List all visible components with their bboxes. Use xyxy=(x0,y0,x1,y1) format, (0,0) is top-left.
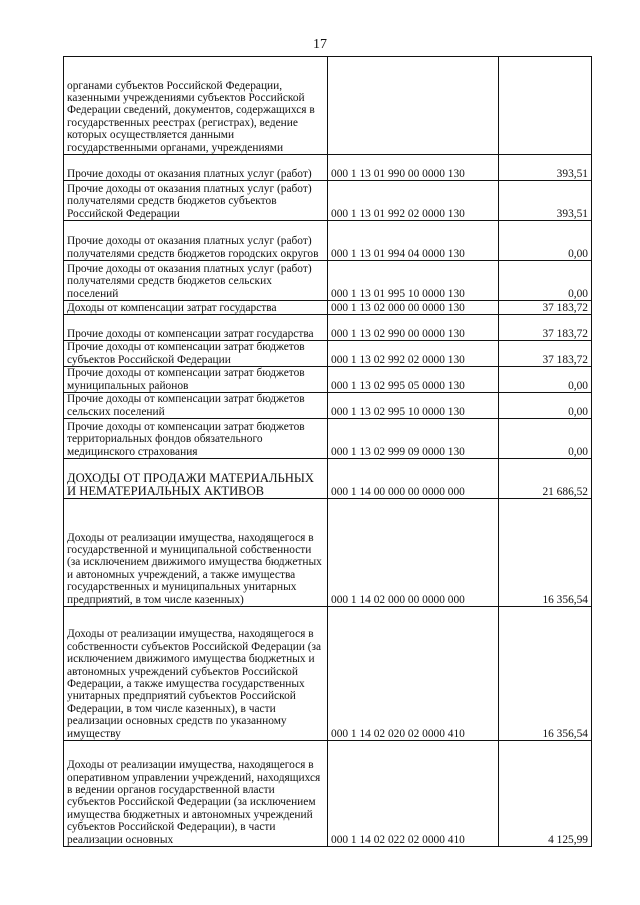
revenue-name: Прочие доходы от оказания платных услуг (работ) xyxy=(64,155,328,181)
revenue-name: Прочие доходы от компенсации затрат бюджетов сельских поселений xyxy=(64,393,328,419)
table-row xyxy=(64,741,592,847)
revenue-name: Прочие доходы от оказания платных услуг (работ) получателями средств бюджетов городских округов xyxy=(64,221,328,261)
table-row xyxy=(64,181,592,221)
table-row xyxy=(64,607,592,741)
revenue-name: Доходы от реализации имущества, находящегося в собственности субъектов Российской Федерации (за исключением движимого имущества бюджетных и автономных учреждений субъектов Российской Федерации, а также имущества государственных унитарных предприятий субъектов Российской Федерации, в том числе казенных), в части реализации основных средств по указанному имуществу xyxy=(64,607,328,741)
revenue-amount: 393,51 xyxy=(499,155,592,181)
page-number: 17 xyxy=(313,37,327,52)
revenue-amount: 393,51 xyxy=(499,181,592,221)
table-row xyxy=(64,261,592,301)
revenue-name: органами субъектов Российской Федерации, казенными учреждениями субъектов Российской Федерации сведений, документов, содержащихся в государственных реестрах (регистрах), ведение которых осуществляется данными государственными органами, учреждениями xyxy=(64,57,328,155)
table-row-section xyxy=(64,459,592,499)
table-row xyxy=(64,499,592,607)
revenue-table xyxy=(63,56,592,847)
budget-code: 000 1 13 01 994 04 0000 130 xyxy=(328,221,499,261)
revenue-amount: 0,00 xyxy=(499,261,592,301)
revenue-name: Прочие доходы от компенсации затрат государства xyxy=(64,315,328,341)
revenue-name: Доходы от реализации имущества, находящегося в государственной и муниципальной собственности (за исключением движимого имущества бюджетных и автономных учреждений, а также имущества государственных и муниципальных унитарных предприятий, в том числе казенных) xyxy=(64,499,328,607)
budget-code: 000 1 13 01 990 00 0000 130 xyxy=(328,155,499,181)
revenue-amount: 4 125,99 xyxy=(499,741,592,847)
revenue-name: Прочие доходы от оказания платных услуг (работ) получателями средств бюджетов сельских поселений xyxy=(64,261,328,301)
revenue-amount: 21 686,52 xyxy=(499,459,592,499)
table-row xyxy=(64,367,592,393)
budget-code: 000 1 13 02 999 09 0000 130 xyxy=(328,419,499,459)
budget-code: 000 1 13 01 992 02 0000 130 xyxy=(328,181,499,221)
revenue-amount: 37 183,72 xyxy=(499,341,592,367)
revenue-name: Прочие доходы от оказания платных услуг (работ) получателями средств бюджетов субъектов Российской Федерации xyxy=(64,181,328,221)
budget-code: 000 1 13 02 992 02 0000 130 xyxy=(328,341,499,367)
budget-code: 000 1 13 01 995 10 0000 130 xyxy=(328,261,499,301)
revenue-amount: 0,00 xyxy=(499,221,592,261)
revenue-amount: 37 183,72 xyxy=(499,315,592,341)
revenue-amount: 0,00 xyxy=(499,419,592,459)
revenue-amount: 37 183,72 xyxy=(499,301,592,315)
table-row xyxy=(64,221,592,261)
table-row xyxy=(64,341,592,367)
budget-code xyxy=(328,57,499,155)
table-row xyxy=(64,393,592,419)
revenue-name: Доходы от компенсации затрат государства xyxy=(64,301,328,315)
revenue-amount: 0,00 xyxy=(499,393,592,419)
revenue-name: Доходы от реализации имущества, находящегося в оперативном управлении учреждений, находящихся в ведении органов государственной власти субъектов Российской Федерации (за исключением имущества бюджетных и автономных учреждений субъектов Российской Федерации), в части реализации основных xyxy=(64,741,328,847)
budget-code: 000 1 14 02 020 02 0000 410 xyxy=(328,607,499,741)
revenue-amount xyxy=(499,57,592,155)
budget-code: 000 1 14 00 000 00 0000 000 xyxy=(328,459,499,499)
table-row xyxy=(64,155,592,181)
revenue-amount: 16 356,54 xyxy=(499,499,592,607)
table-row xyxy=(64,57,592,155)
table-row xyxy=(64,301,592,315)
budget-code: 000 1 13 02 995 05 0000 130 xyxy=(328,367,499,393)
revenue-amount: 16 356,54 xyxy=(499,607,592,741)
revenue-name: Прочие доходы от компенсации затрат бюджетов муниципальных районов xyxy=(64,367,328,393)
table-row xyxy=(64,419,592,459)
revenue-amount: 0,00 xyxy=(499,367,592,393)
budget-code: 000 1 14 02 022 02 0000 410 xyxy=(328,741,499,847)
section-title: ДОХОДЫ ОТ ПРОДАЖИ МАТЕРИАЛЬНЫХ И НЕМАТЕРИАЛЬНЫХ АКТИВОВ xyxy=(64,459,328,499)
budget-code: 000 1 13 02 000 00 0000 130 xyxy=(328,301,499,315)
budget-code: 000 1 13 02 990 00 0000 130 xyxy=(328,315,499,341)
budget-code: 000 1 14 02 000 00 0000 000 xyxy=(328,499,499,607)
revenue-name: Прочие доходы от компенсации затрат бюджетов субъектов Российской Федерации xyxy=(64,341,328,367)
revenue-name: Прочие доходы от компенсации затрат бюджетов территориальных фондов обязательного медицинского страхования xyxy=(64,419,328,459)
budget-code: 000 1 13 02 995 10 0000 130 xyxy=(328,393,499,419)
table-row xyxy=(64,315,592,341)
